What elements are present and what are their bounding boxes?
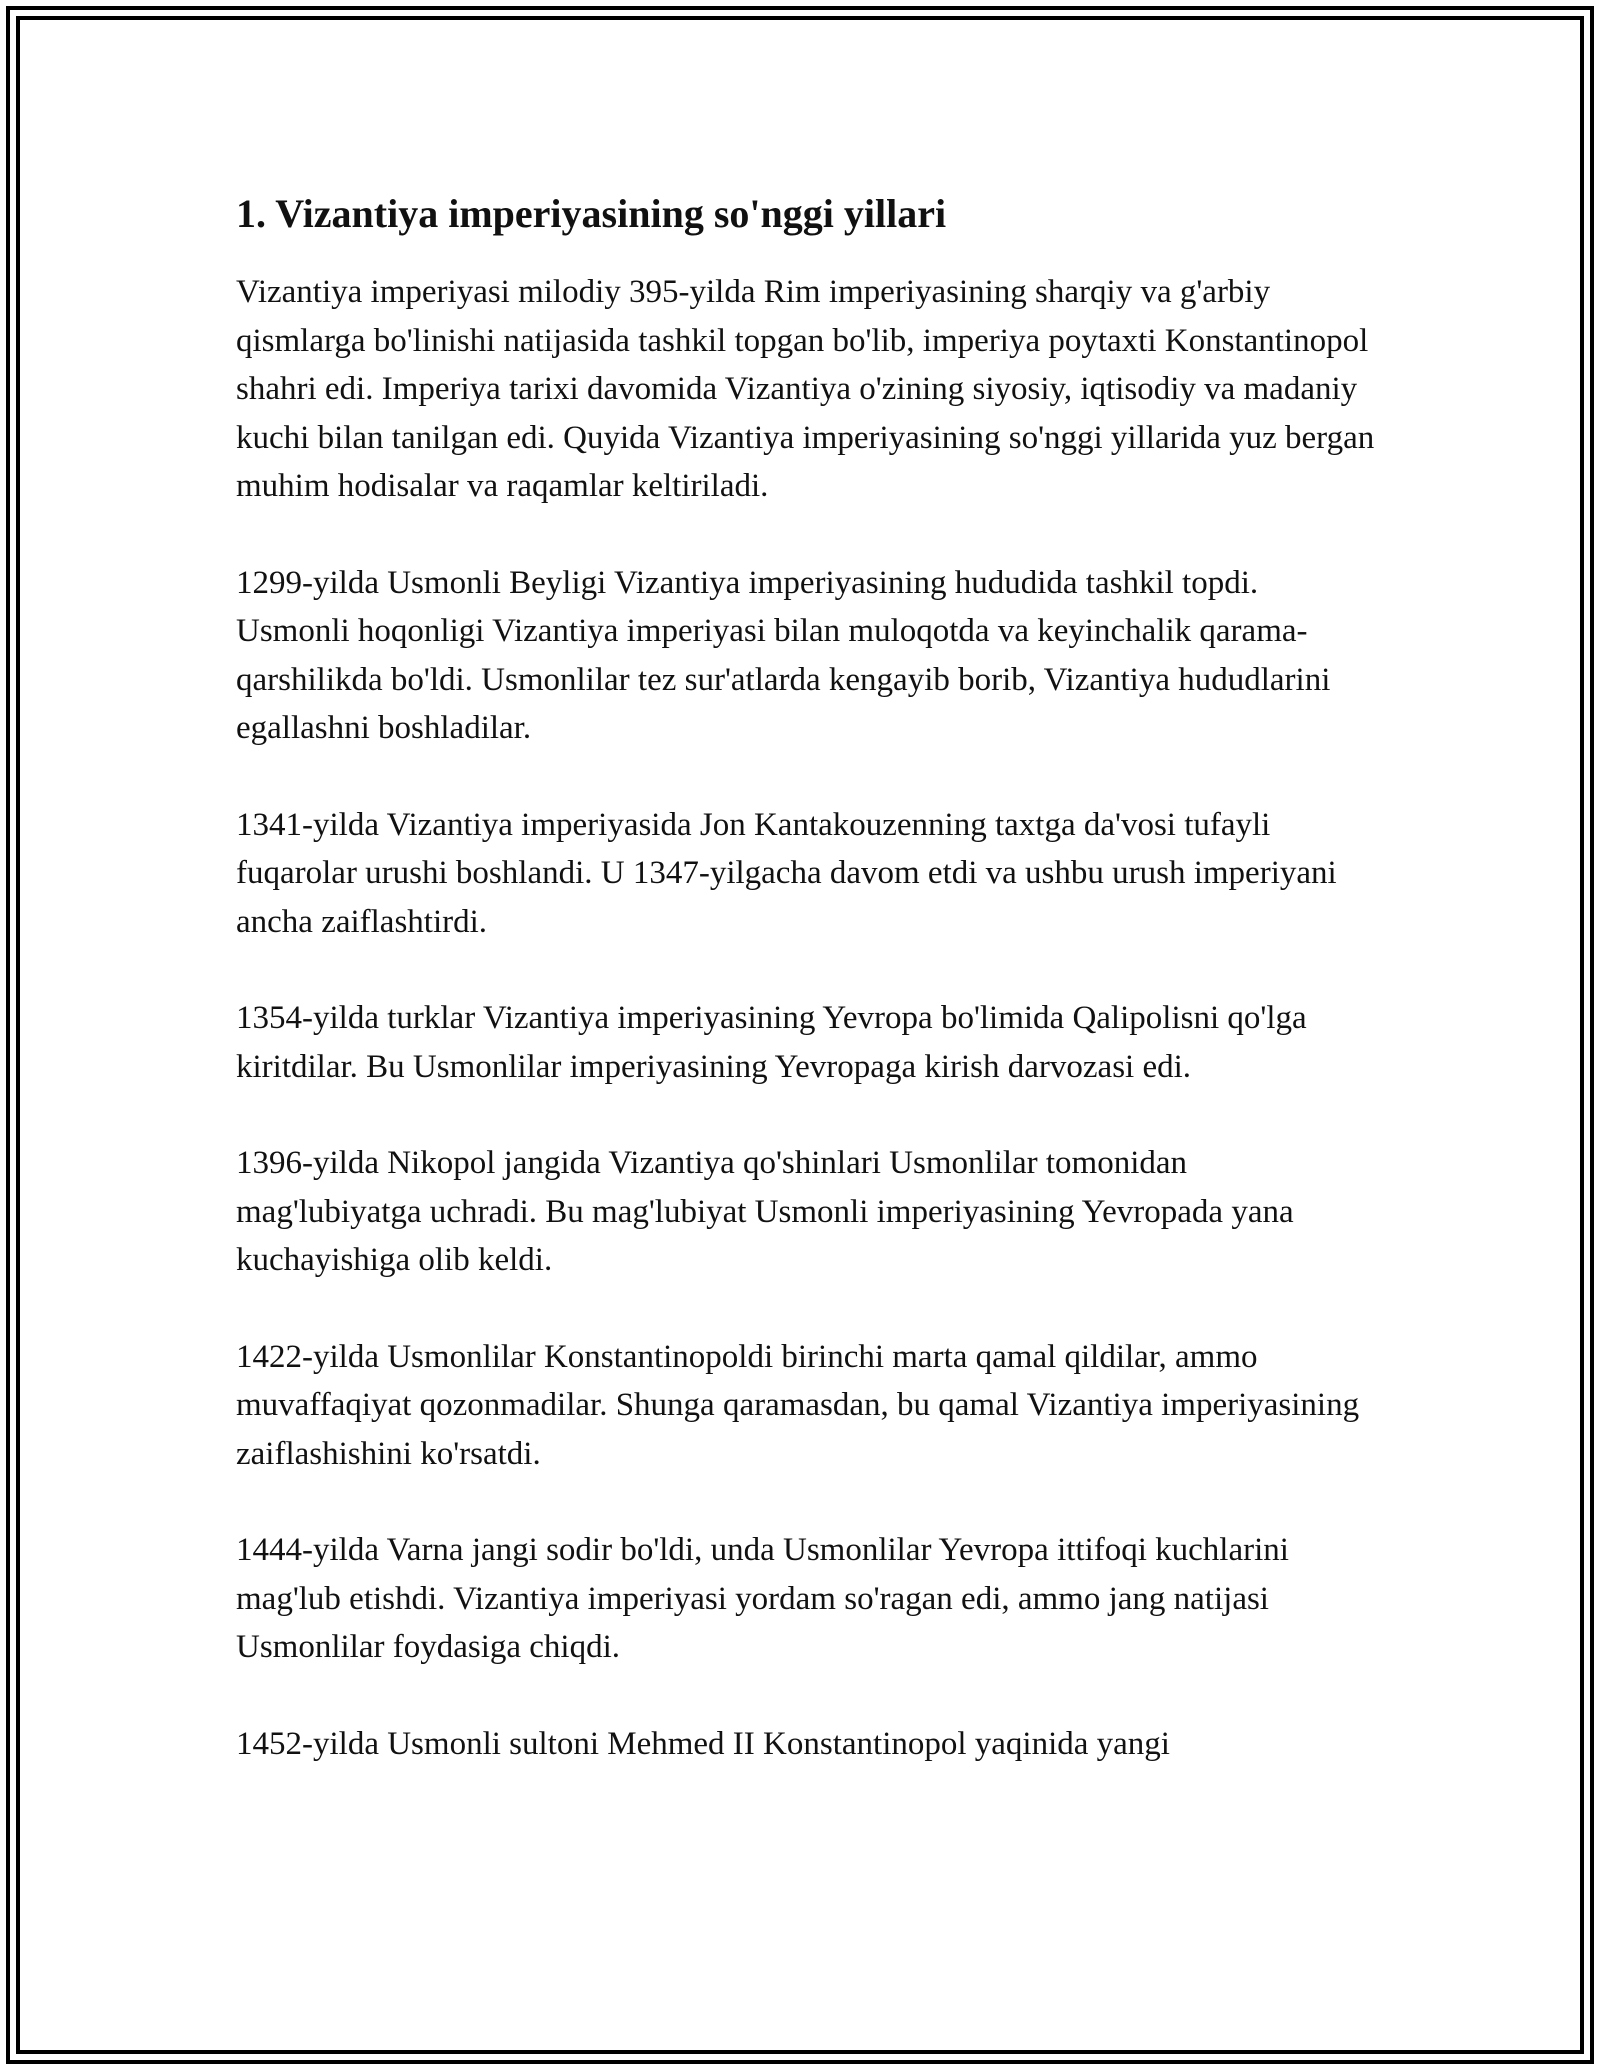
document-body	[236, 186, 1376, 1816]
paragraph-1341: 1341-yilda Vizantiya imperiyasida Jon Kantakouzenning taxtga da'vosi tufayli fuqarolar urushi boshlandi. U 1347-yilgacha davom etdi va ushbu urush imperiyani ancha zaiflashtirdi.	[236, 806, 1337, 940]
paragraph-1422: 1422-yilda Usmonlilar Konstantinopoldi birinchi marta qamal qildilar, ammo muvaffaqiyat qozonmadilar. Shunga qaramasdan, bu qamal Vizantiya imperiyasining zaiflashishini ko'rsatdi.	[236, 1338, 1360, 1472]
paragraph-1444: 1444-yilda Varna jangi sodir bo'ldi, unda Usmonlilar Yevropa ittifoqi kuchlarini mag'lub etishdi. Vizantiya imperiyasi yordam so'ragan edi, ammo jang natijasi Usmonlilar foydasiga chiqdi.	[236, 1532, 1289, 1665]
page-title: 1. Vizantiya imperiyasining so'nggi yillari	[236, 191, 947, 236]
paragraph-1396: 1396-yilda Nikopol jangida Vizantiya qo'shinlari Usmonlilar tomonidan mag'lubiyatga uchradi. Bu mag'lubiyat Usmonli imperiyasining Yevropada yana kuchayishiga olib keldi.	[236, 1145, 1294, 1278]
paragraph-intro: Vizantiya imperiyasi milodiy 395-yilda Rim imperiyasining sharqiy va g'arbiy qismlarga bo'linishi natijasida tashkil topgan bo'lib, imperiya poytaxti Konstantinopol shahri edi. Imperiya tarixi davomida Vizantiya o'zining siyosiy, iqtisodiy va madaniy kuchi bilan tanilgan edi. Quyida Vizantiya imperiyasining so'nggi yillarida yuz bergan muhim hodisalar va raqamlar keltiriladi.	[236, 274, 1375, 504]
paragraph-1452: 1452-yilda Usmonli sultoni Mehmed II Konstantinopol yaqinida yangi	[236, 1725, 1170, 1762]
paragraph-1299: 1299-yilda Usmonli Beyligi Vizantiya imperiyasining hududida tashkil topdi. Usmonli hoqonligi Vizantiya imperiyasi bilan muloqotda va keyinchalik qarama-qarshilikda bo'ldi. Usmonlilar tez sur'atlarda kengayib borib, Vizantiya hududlarini egallashni boshladilar.	[236, 564, 1331, 746]
paragraph-1354: 1354-yilda turklar Vizantiya imperiyasining Yevropa bo'limida Qalipolisni qo'lga kiritdilar. Bu Usmonlilar imperiyasining Yevropaga kirish darvozasi edi.	[236, 1000, 1307, 1085]
